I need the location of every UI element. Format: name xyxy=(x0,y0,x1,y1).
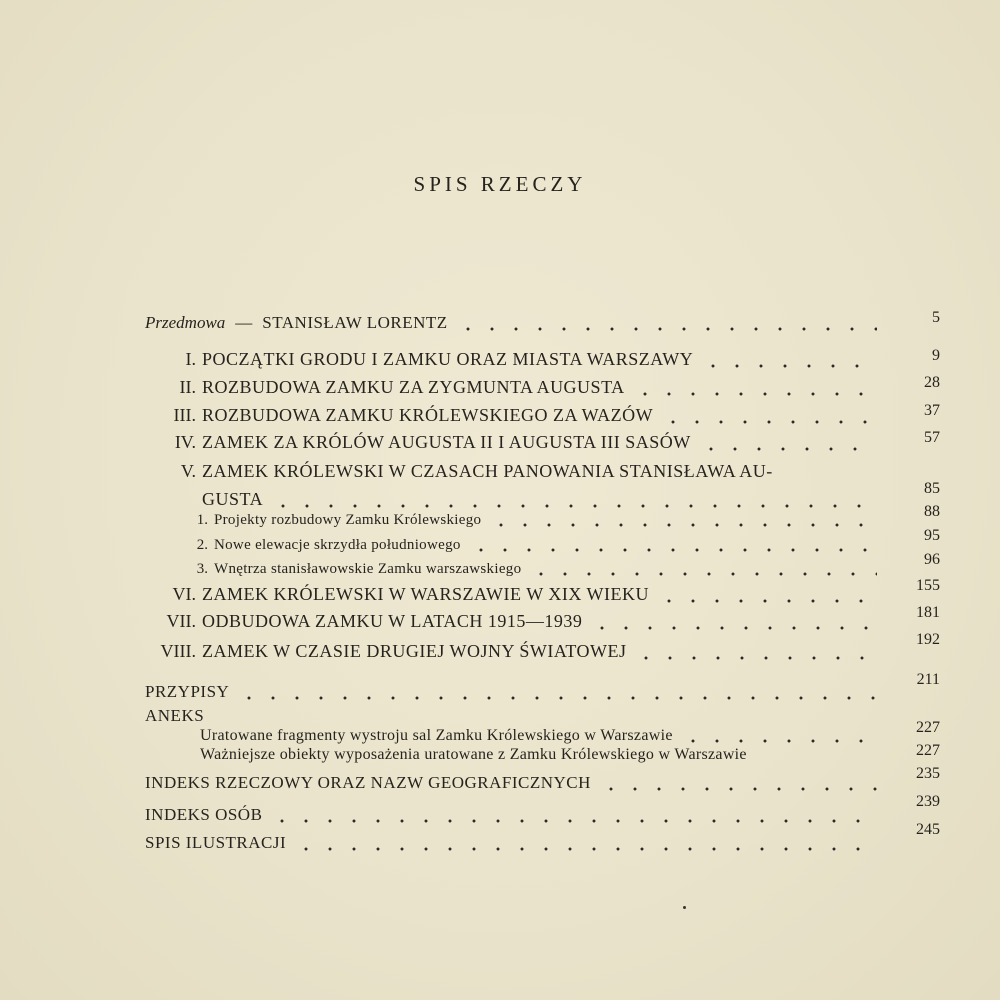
subsection-number: 1. xyxy=(196,512,208,528)
subsection-title: Nowe elewacje skrzydła południowego xyxy=(214,537,461,553)
toc-entry-index xyxy=(145,805,885,825)
subsection-number: 2. xyxy=(196,537,208,553)
toc-entry-chapter xyxy=(140,461,885,482)
toc-entry-chapter xyxy=(140,584,885,605)
toc-entry-subsection xyxy=(168,561,885,578)
leader-dots xyxy=(529,564,877,576)
chapter-number: I. xyxy=(185,349,196,369)
toc-entry-subsection xyxy=(168,512,885,529)
toc-entry-index xyxy=(145,833,885,853)
leader-dots xyxy=(634,648,877,660)
page-title: SPIS RZECZY xyxy=(413,172,587,196)
toc-entry-chapter xyxy=(140,611,885,632)
leader-dots xyxy=(681,731,877,743)
leader-dots xyxy=(469,540,877,552)
leader-dots xyxy=(271,496,877,508)
page-number: 57 xyxy=(924,429,940,446)
page-number: 28 xyxy=(924,374,940,391)
toc-entry-chapter xyxy=(140,377,885,398)
leader-dots xyxy=(701,356,877,368)
chapter-title: ZAMEK KRÓLEWSKI W WARSZAWIE W XIX WIEKU xyxy=(202,584,650,604)
index-title: SPIS ILUSTRACJI xyxy=(145,833,287,852)
page-number: 239 xyxy=(916,793,940,810)
page-number: 88 xyxy=(924,503,940,520)
page-number: 227 xyxy=(916,742,940,759)
chapter-number: VI. xyxy=(172,584,196,604)
page-number: 85 xyxy=(924,480,940,497)
page-number: 96 xyxy=(924,551,940,568)
page-number: 227 xyxy=(916,719,940,736)
leader-dots xyxy=(237,688,877,700)
chapter-number: VIII. xyxy=(160,641,196,661)
page-number: 181 xyxy=(916,604,940,621)
index-title: INDEKS OSÓB xyxy=(145,805,263,824)
index-title: INDEKS RZECZOWY ORAZ NAZW GEOGRAFICZNYCH xyxy=(145,773,591,792)
appendix-item-title: Ważniejsze obiekty wyposażenia uratowane z Zamku Królewskiego w Warszawie xyxy=(200,746,747,763)
toc-entry-preface xyxy=(145,313,885,333)
page-number: 235 xyxy=(916,765,940,782)
page-number: 9 xyxy=(932,347,940,364)
toc-entry-appendix-item xyxy=(200,746,890,764)
preface-label-italic: Przedmowa xyxy=(145,313,226,332)
subsection-title: Projekty rozbudowy Zamku Królewskiego xyxy=(214,512,482,528)
chapter-number: III. xyxy=(173,405,196,425)
toc-entry-chapter xyxy=(140,432,885,453)
preface-dash: — xyxy=(235,313,253,332)
leader-dots xyxy=(294,839,877,851)
leader-dots xyxy=(699,439,877,451)
chapter-title: ZAMEK ZA KRÓLÓW AUGUSTA II I AUGUSTA III SASÓW xyxy=(202,432,691,452)
leader-dots xyxy=(661,412,877,424)
leader-dots xyxy=(599,779,877,791)
leader-dots xyxy=(456,319,877,331)
subsection-title: Wnętrza stanisławowskie Zamku warszawskiego xyxy=(214,561,522,577)
preface-author: STANISŁAW LORENTZ xyxy=(262,313,448,332)
page-number: 192 xyxy=(916,631,940,648)
toc-entry-chapter xyxy=(140,349,885,370)
toc-entry-appendix xyxy=(145,706,204,726)
toc-entry-chapter xyxy=(140,641,885,662)
chapter-title-line2: GUSTA xyxy=(202,489,264,509)
appendix-title: ANEKS xyxy=(145,706,205,725)
toc-entry-appendix-item xyxy=(200,727,885,745)
leader-dots xyxy=(270,811,877,823)
notes-title: PRZYPISY xyxy=(145,682,230,701)
chapter-number: II. xyxy=(179,377,196,397)
chapter-number: V. xyxy=(180,461,196,481)
toc-entry-notes xyxy=(145,682,885,702)
leader-dots xyxy=(657,591,877,603)
leader-dots xyxy=(590,618,877,630)
chapter-title: POCZĄTKI GRODU I ZAMKU ORAZ MIASTA WARSZAWY xyxy=(202,349,694,369)
toc-entry-chapter xyxy=(140,405,885,426)
toc-entry-subsection xyxy=(168,537,885,554)
page-number: 245 xyxy=(916,821,940,838)
toc-entry-index xyxy=(145,773,885,793)
page-number: 95 xyxy=(924,527,940,544)
chapter-title-line1: ZAMEK KRÓLEWSKI W CZASACH PANOWANIA STANISŁAWA AU- xyxy=(202,461,773,481)
chapter-title: ZAMEK W CZASIE DRUGIEJ WOJNY ŚWIATOWEJ xyxy=(202,641,627,661)
toc-entry-chapter-continuation xyxy=(202,489,885,510)
page-number: 37 xyxy=(924,402,940,419)
chapter-title: ROZBUDOWA ZAMKU ZA ZYGMUNTA AUGUSTA xyxy=(202,377,625,397)
chapter-number: IV. xyxy=(174,432,196,452)
page-number: 155 xyxy=(916,577,940,594)
page-number: 5 xyxy=(932,309,940,326)
paper-speck xyxy=(683,906,686,909)
chapter-title: ODBUDOWA ZAMKU W LATACH 1915—1939 xyxy=(202,611,583,631)
page-number: 211 xyxy=(916,671,940,688)
leader-dots xyxy=(489,515,877,527)
appendix-item-title: Uratowane fragmenty wystroju sal Zamku Królewskiego w Warszawie xyxy=(200,727,673,744)
chapter-title: ROZBUDOWA ZAMKU KRÓLEWSKIEGO ZA WAZÓW xyxy=(202,405,654,425)
chapter-number: VII. xyxy=(166,611,196,631)
subsection-number: 3. xyxy=(196,561,208,577)
leader-dots xyxy=(633,384,877,396)
